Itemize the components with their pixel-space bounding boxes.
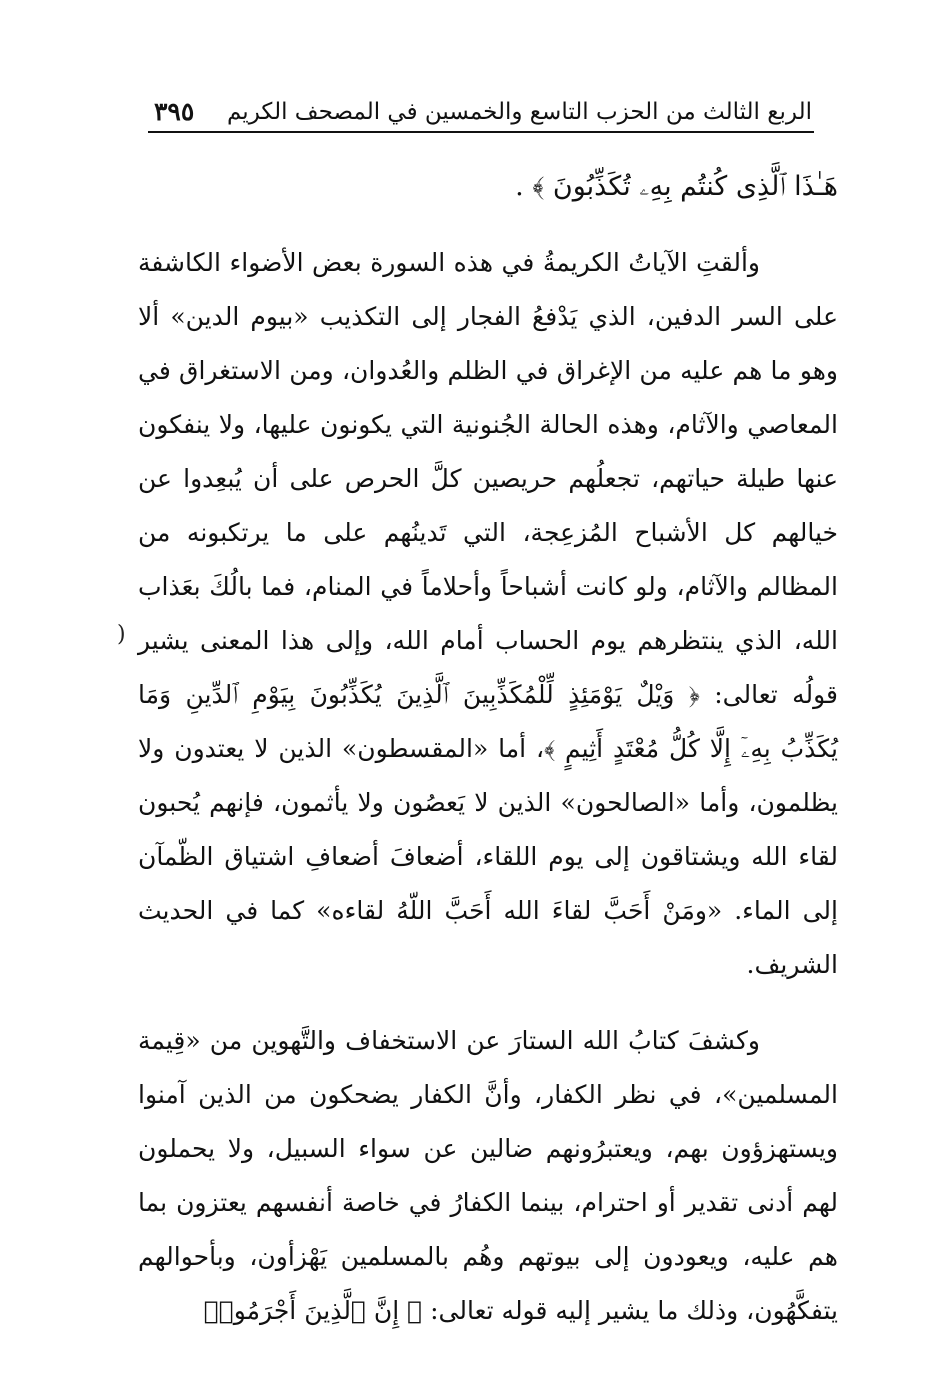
- page-number: ٣٩٥: [154, 97, 195, 126]
- paragraph-1: وألقتِ الآياتُ الكريمةُ في هذه السورة بعض الأضواء الكاشفة على السر الدفين، الذي يَدْفعُ الفجار إلى التكذيب «بيوم الدين» ألا وهو ما هم عليه من الإغراق في الظلم والعُدوان، ومن الاستغراق في المعاصي والآثام، وهذه الحالة الجُنونية التي يكونون عليها، ولا ينفكون عنها طيلة حياتهم، تجعلُهم حريصين كلَّ الحرص على أن يُبعِدوا عن خيالهم كل الأشباح المُزعِجة، التي تَدينُهم على ما يرتكبونه من المظالم والآثام، ولو كانت أشباحاً وأحلاماً في المنام، فما بالُكَ بعَذاب الله، الذي ينتظرهم يوم الحساب أمام الله، وإلى هذا المعنى يشير قولُه تعالى: ﴿ وَيْلٌ يَوْمَئِذٍ لِّلْمُكَذِّبِينَ ٱلَّذِينَ يُكَذِّبُونَ بِيَوْمِ ٱلدِّينِ وَمَا يُكَذِّبُ بِهِۦٓ إِلَّا كُلُّ مُعْتَدٍ أَثِيمٍ ﴾، أما «المقسطون» الذين لا يعتدون ولا يظلمون، وأما «الصالحون» الذين لا يَعصُون ولا يأثمون، فإنهم يُحبون لقاء الله ويشتاقون إلى يوم اللقاء، أضعافَ أضعافِ اشتياق الظّمآن إلى الماء. «ومَنْ أَحَبَّ لقاءَ الله أَحَبَّ اللّهُ لقاءه» كما في الحديث الشريف.: [138, 248, 838, 979]
- header-title: الربع الثالث من الحزب التاسع والخمسين في المصحف الكريم: [226, 99, 812, 125]
- margin-mark: (: [117, 622, 126, 647]
- paragraph-2: وكشفَ كتابُ الله الستارَ عن الاستخفاف والتَّهوين من «قِيمة المسلمين»، في نظر الكفار، وأنَّ الكفار يضحكون من الذين آمنوا ويستهزؤون بهم، ويعتبرُونهم ضالين عن سواء السبيل، ولا يحملون لهم أدنى تقدير أو احترام، بينما الكفارُ في خاصة أنفسهم يعتزون بما هم عليه، ويعودون إلى بيوتهم وهُم بالمسلمين يَهْزأون، وبأحوالهم يتفكَّهُون، وذلك ما يشير إليه قوله تعالى: ﴿ إِنَّ ٱلَّذِينَ أَجْرَمُوا۟: [138, 1026, 838, 1325]
- page-body: [138, 160, 838, 1338]
- running-header: [148, 95, 814, 133]
- opening-verse-line: هَـٰذَا ٱلَّذِى كُنتُم بِهِۦ تُكَذِّبُونَ ﴾ .: [515, 171, 838, 202]
